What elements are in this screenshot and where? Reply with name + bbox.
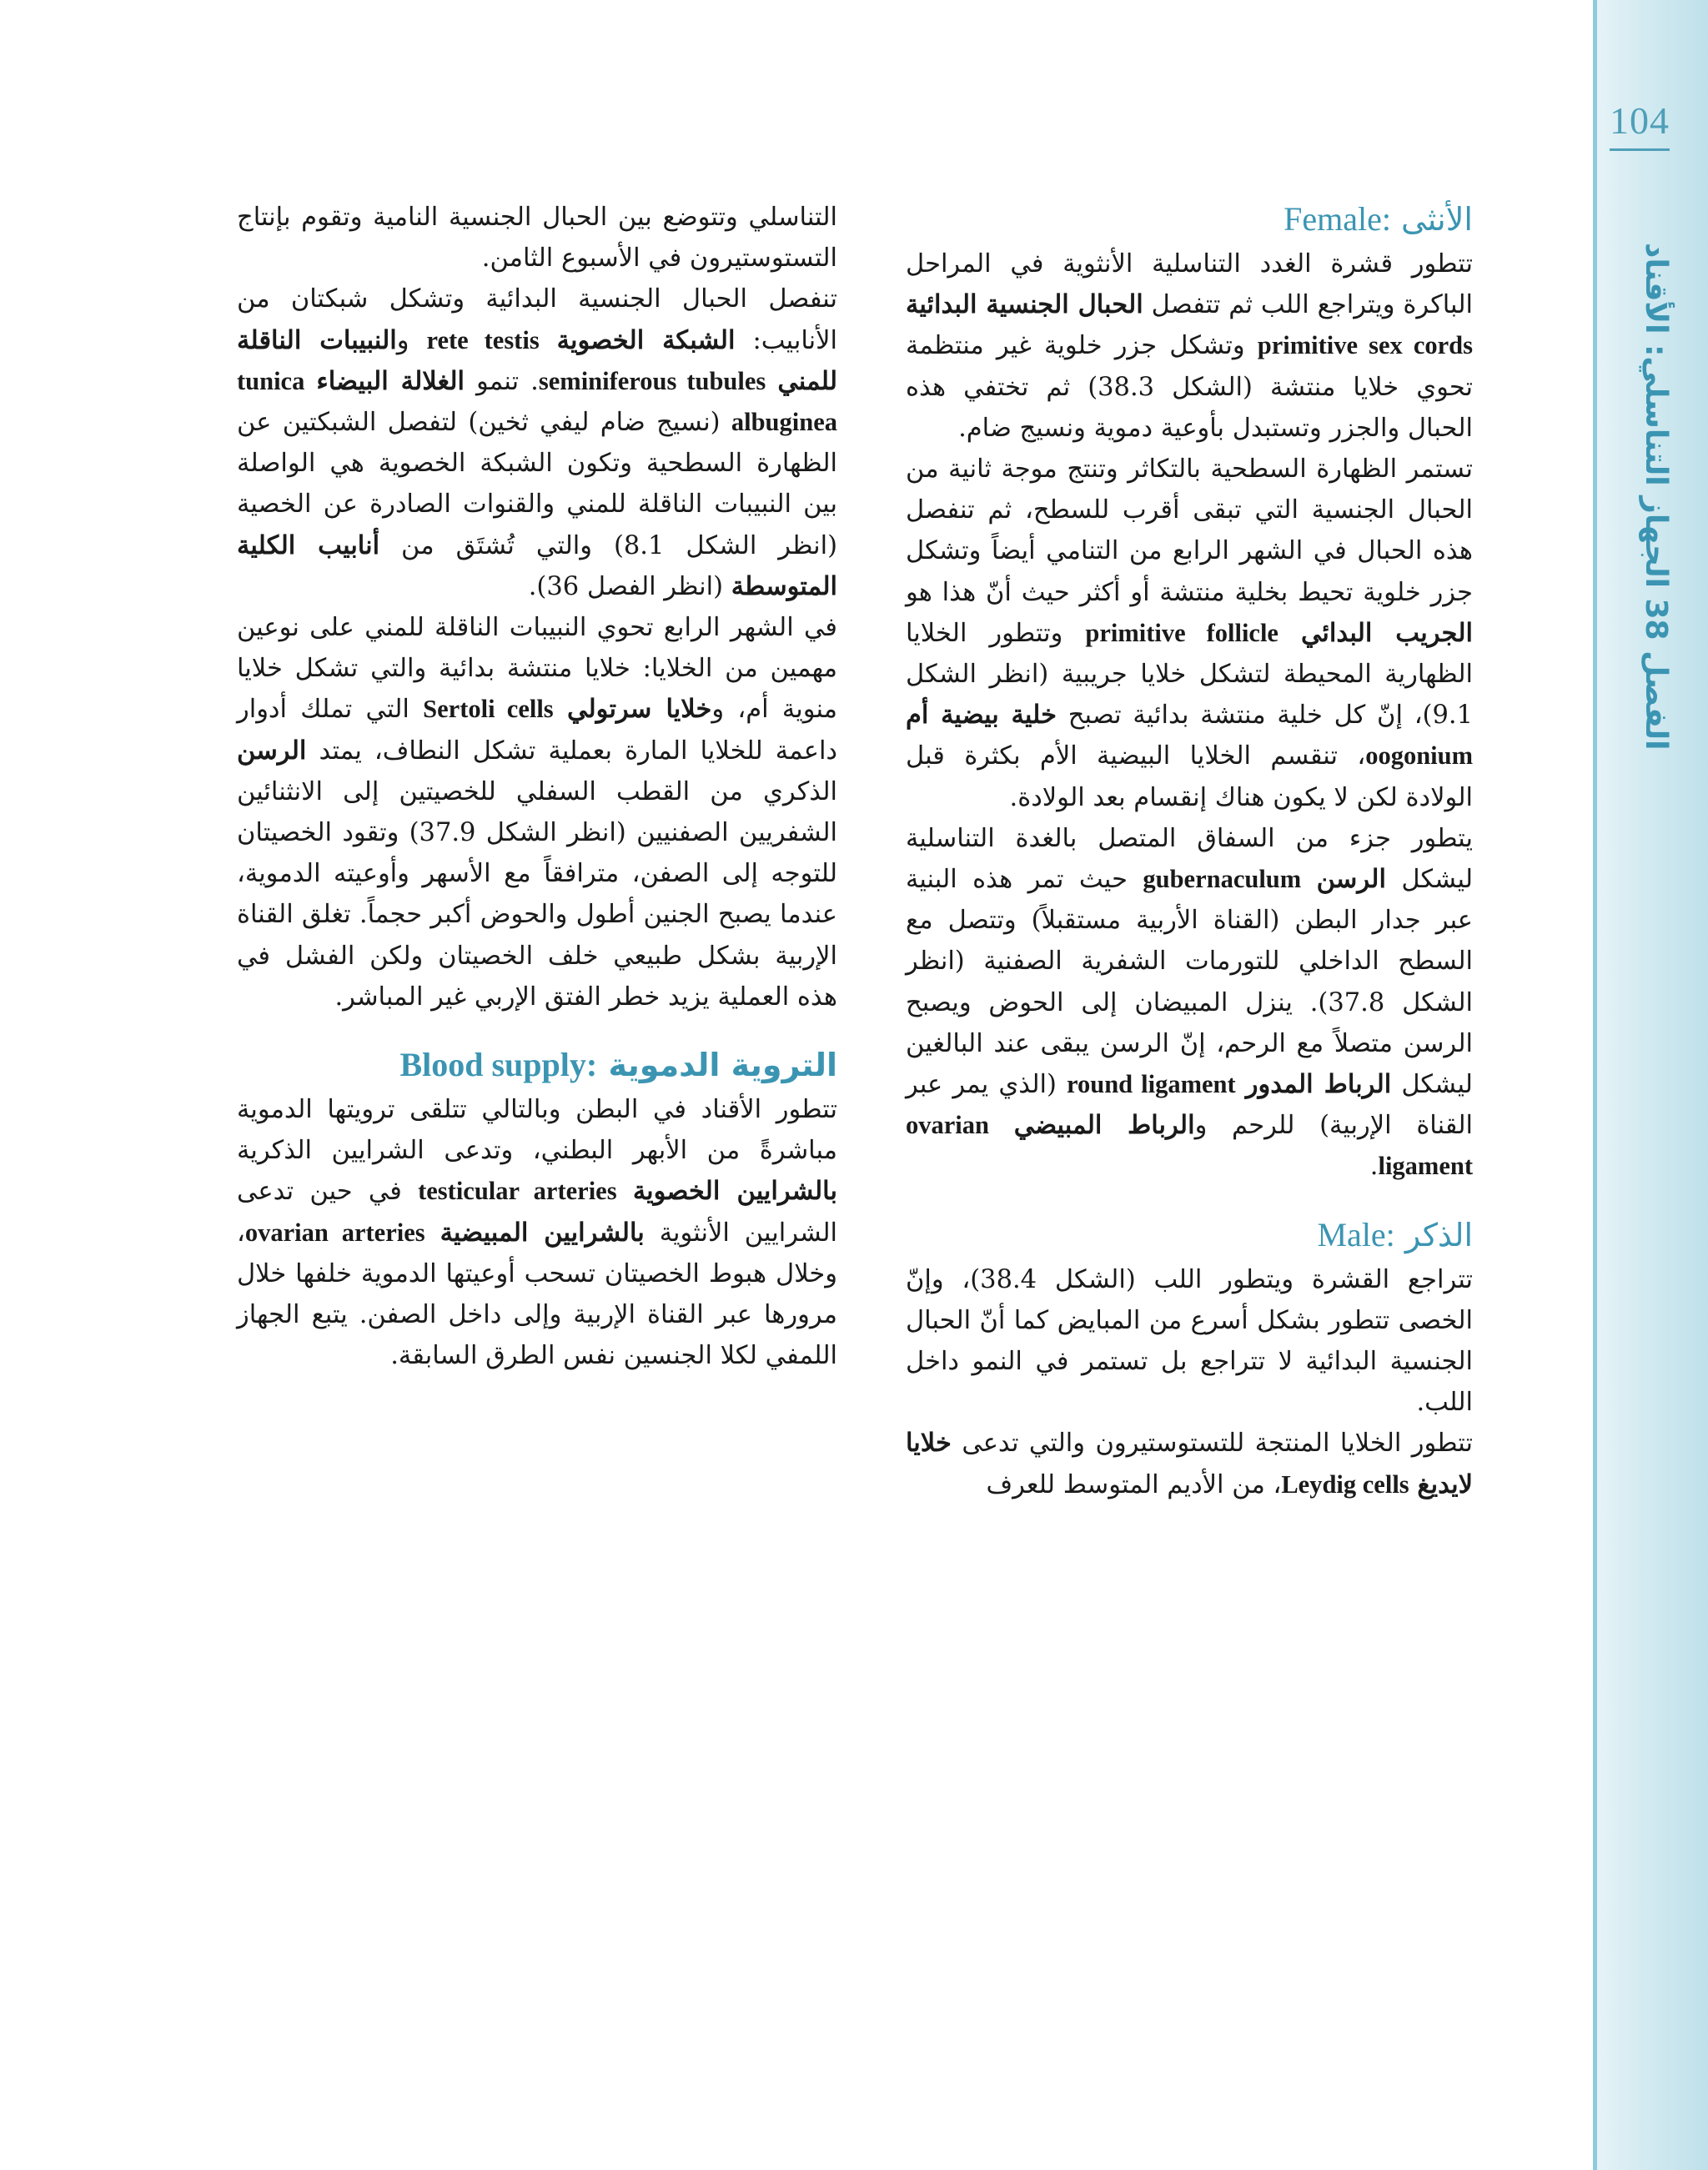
term-en: Sertoli cells: [423, 695, 554, 724]
text-run: الذكري من القطب السفلي للخصيتين إلى الانثنائين الشفريين الصفنيين (انظر الشكل 37.9) وتقود الخصيتان للتوجه إلى الصفن، مترافقاً مع الأسهر وأوعيته الدموية، عندما يصبح الجنين أطول والحوض أكبر حجماً. تغلق القناة الإربية بشكل طبيعي خلف الخصيتان ولكن الفشل في هذه العملية يزيد خطر الفتق الإربي غير المباشر.: [237, 776, 838, 1012]
female-paragraph-2: [906, 449, 1473, 818]
page-number: 104: [1610, 99, 1670, 142]
female-paragraph-3: [906, 818, 1473, 1188]
term-ar: الرباط المبيضي: [1013, 1110, 1195, 1141]
term-ar: الرباط المدور: [1245, 1069, 1392, 1100]
text-run: (نسيج ضام ليفي ثخين) لتفصل الشبكتين عن الظهارة السطحية وتكون الشبكة الخصوية هي الواصلة بين النبيبات الناقلة للمني والقنوات الصادرة عن الخصية (انظر الشكل 8.1) والتي تُشتَق من: [237, 408, 837, 560]
text-run: تتطور قشرة الغدد التناسلية الأنثوية في المراحل الباكرة ويتراجع اللب ثم تتفصل: [906, 249, 1473, 320]
text-run: ، وخلال هبوط الخصيتان تسحب أوعيتها الدموية خلفها خلال مرورها عبر القناة الإربية وإلى داخل الصفن. يتبع الجهاز اللمفي لكلا الجنسين نفس الطرق السابقة.: [237, 1218, 837, 1371]
term-ar: الرسن: [1316, 864, 1386, 895]
text-run: تتطور الخلايا المنتجة للتستوستيرون والتي تدعى: [962, 1429, 1473, 1459]
term-ar: النبيبات الناقلة للمني: [237, 324, 837, 396]
term-ar: الجريب البدائي: [1301, 617, 1474, 648]
term-en: seminiferous tubules: [538, 366, 766, 395]
male-heading: [906, 1213, 1473, 1258]
text-run: . تنمو: [476, 366, 539, 396]
male-paragraph-1: تتراجع القشرة ويتطور اللب (الشكل 38.4)، وإنّ الخصى تتطور بشكل أسرع من المبايض كما أنّ الحبال الجنسية البدائية لا تتراجع بل تستمر في النمو داخل اللب.: [906, 1264, 1474, 1418]
female-paragraph-1: [906, 244, 1473, 449]
term-en: rete testis: [426, 325, 540, 354]
female-heading-en: Female:: [1284, 200, 1391, 238]
male-paragraph-4: [237, 279, 837, 607]
term-en: ovarian ligament: [906, 1111, 1473, 1181]
male-paragraph-5: [237, 607, 837, 1017]
text-run: ، من الأديم المتوسط للعرف: [986, 1469, 1282, 1499]
male-paragraph-2: [906, 1423, 1473, 1504]
text-run: (الذي يمر عبر القناة الإربية) للرحم و: [906, 1070, 1473, 1141]
term-en: oogonium: [1365, 741, 1473, 771]
term-en: Leydig cells: [1281, 1469, 1409, 1499]
term-en: primitive follicle: [1085, 618, 1278, 647]
term-ar: خلايا سرتولي: [566, 694, 712, 725]
page-number-underline: [1610, 148, 1670, 151]
term-ar: الشبكة الخصوية: [556, 324, 736, 355]
term-ar: الغلالة البيضاء: [316, 365, 465, 396]
male-heading-en: Male:: [1317, 1215, 1395, 1253]
chapter-side-band: [1593, 0, 1708, 2170]
text-run: (انظر الفصل 36).: [528, 571, 723, 601]
term-en: testicular arteries: [418, 1177, 617, 1206]
female-heading-ar: الأنثى: [1401, 201, 1473, 238]
term-en: primitive sex cords: [1257, 331, 1473, 360]
blood-supply-heading-ar: التروية الدموية: [608, 1047, 837, 1084]
term-en: round ligament: [1067, 1070, 1236, 1099]
text-run: تستمر الظهارة السطحية بالتكاثر وتنتج موجة ثانية من الحبال الجنسية التي تبقى أقرب للسطح، ثم تنفصل هذه الحبال في الشهر الرابع من التنامي أيضاً وتشكل جزر خلوية تحيط بخلية منتشة أو أكثر حيث أنّ هذا هو: [906, 455, 1473, 607]
blood-supply-heading: [237, 1042, 837, 1088]
blood-supply-paragraph: [237, 1089, 837, 1376]
text-run: في حين تدعى الشرايين الأنثوية: [237, 1177, 837, 1248]
term-ar: خلية بيضية أم: [906, 700, 1057, 731]
text-run: تنفصل الحبال الجنسية البدائية وتشكل شبكتان من الأنابيب:: [237, 284, 838, 355]
term-ar: بالشرايين الخصوية: [632, 1176, 837, 1207]
term-ar: الرسن: [237, 735, 307, 766]
text-run: تتطور الأقناد في البطن وبالتالي تتلقى ترويتها الدموية مباشرةً من الأبهر البطني، وتدعى الشرايين الذكرية: [237, 1095, 837, 1166]
right-column: [906, 197, 1473, 1505]
female-heading: [906, 197, 1473, 242]
text-run: و: [396, 325, 409, 355]
text-run: .: [1369, 1152, 1379, 1182]
text-run: التي تملك أدوار داعمة للخلايا المارة بعملية تشكل النطاف، يمتد: [237, 695, 837, 766]
term-en: ovarian arteries: [244, 1218, 425, 1247]
text-run: حيث تمر هذه البنية عبر جدار البطن (القناة الأربية مستقبلاً) وتتصل مع السطح الداخلي للتورمات الشفرية الصفنية (انظر الشكل 37.8). ينزل المبيضان إلى الحوض ويصبح الرسن متصلاً مع الرحم، إنّ الرسن يبقى عند البالغين ليشكل: [906, 865, 1474, 1100]
term-ar: بالشرايين المبيضية: [440, 1217, 645, 1248]
term-en: gubernaculum: [1143, 865, 1302, 894]
text-run: وتشكل جزر خلوية غير منتظمة تحوي خلايا منتشة (الشكل 38.3) ثم تختفي هذه الحبال والجزر وتستبدل بأوعية دموية ونسيج ضام.: [906, 331, 1474, 443]
male-heading-ar: الذكر: [1404, 1216, 1473, 1253]
text-run: ، تنقسم الخلايا البيضية الأم بكثرة قبل الولادة لكن لا يكون هناك إنقسام بعد الولادة.: [906, 741, 1473, 812]
left-column: [237, 197, 837, 1376]
term-ar: خلايا لايديغ: [906, 1428, 1473, 1499]
blood-supply-heading-en: Blood supply:: [399, 1046, 598, 1084]
term-ar: الحبال الجنسية البدائية: [906, 289, 1143, 320]
text-run: في الشهر الرابع تحوي النبيبات الناقلة للمني على نوعين مهمين من الخلايا: خلايا منتشة بدائية والتي تشكل خلايا منوية أم، و: [237, 613, 837, 725]
term-ar: أنابيب الكلية المتوسطة: [237, 530, 837, 601]
term-en: tunica albuginea: [237, 366, 837, 437]
text-run: يتطور جزء من السفاق المتصل بالغدة التناسلية ليشكل: [906, 823, 1474, 895]
chapter-title: الفصل 38 الجهاز التناسلي: الأقناد: [1639, 243, 1673, 751]
text-run: وتتطور الخلايا الظهارية المحيطة لتشكل خلايا جريبية (انظر الشكل 9.1)، إنّ كل خلية منتشة بدائية تصبح: [906, 618, 1473, 731]
male-paragraph-3: التناسلي وتتوضع بين الحبال الجنسية النامية وتقوم بإنتاج التستوستيرون في الأسبوع الثامن.: [237, 203, 837, 274]
